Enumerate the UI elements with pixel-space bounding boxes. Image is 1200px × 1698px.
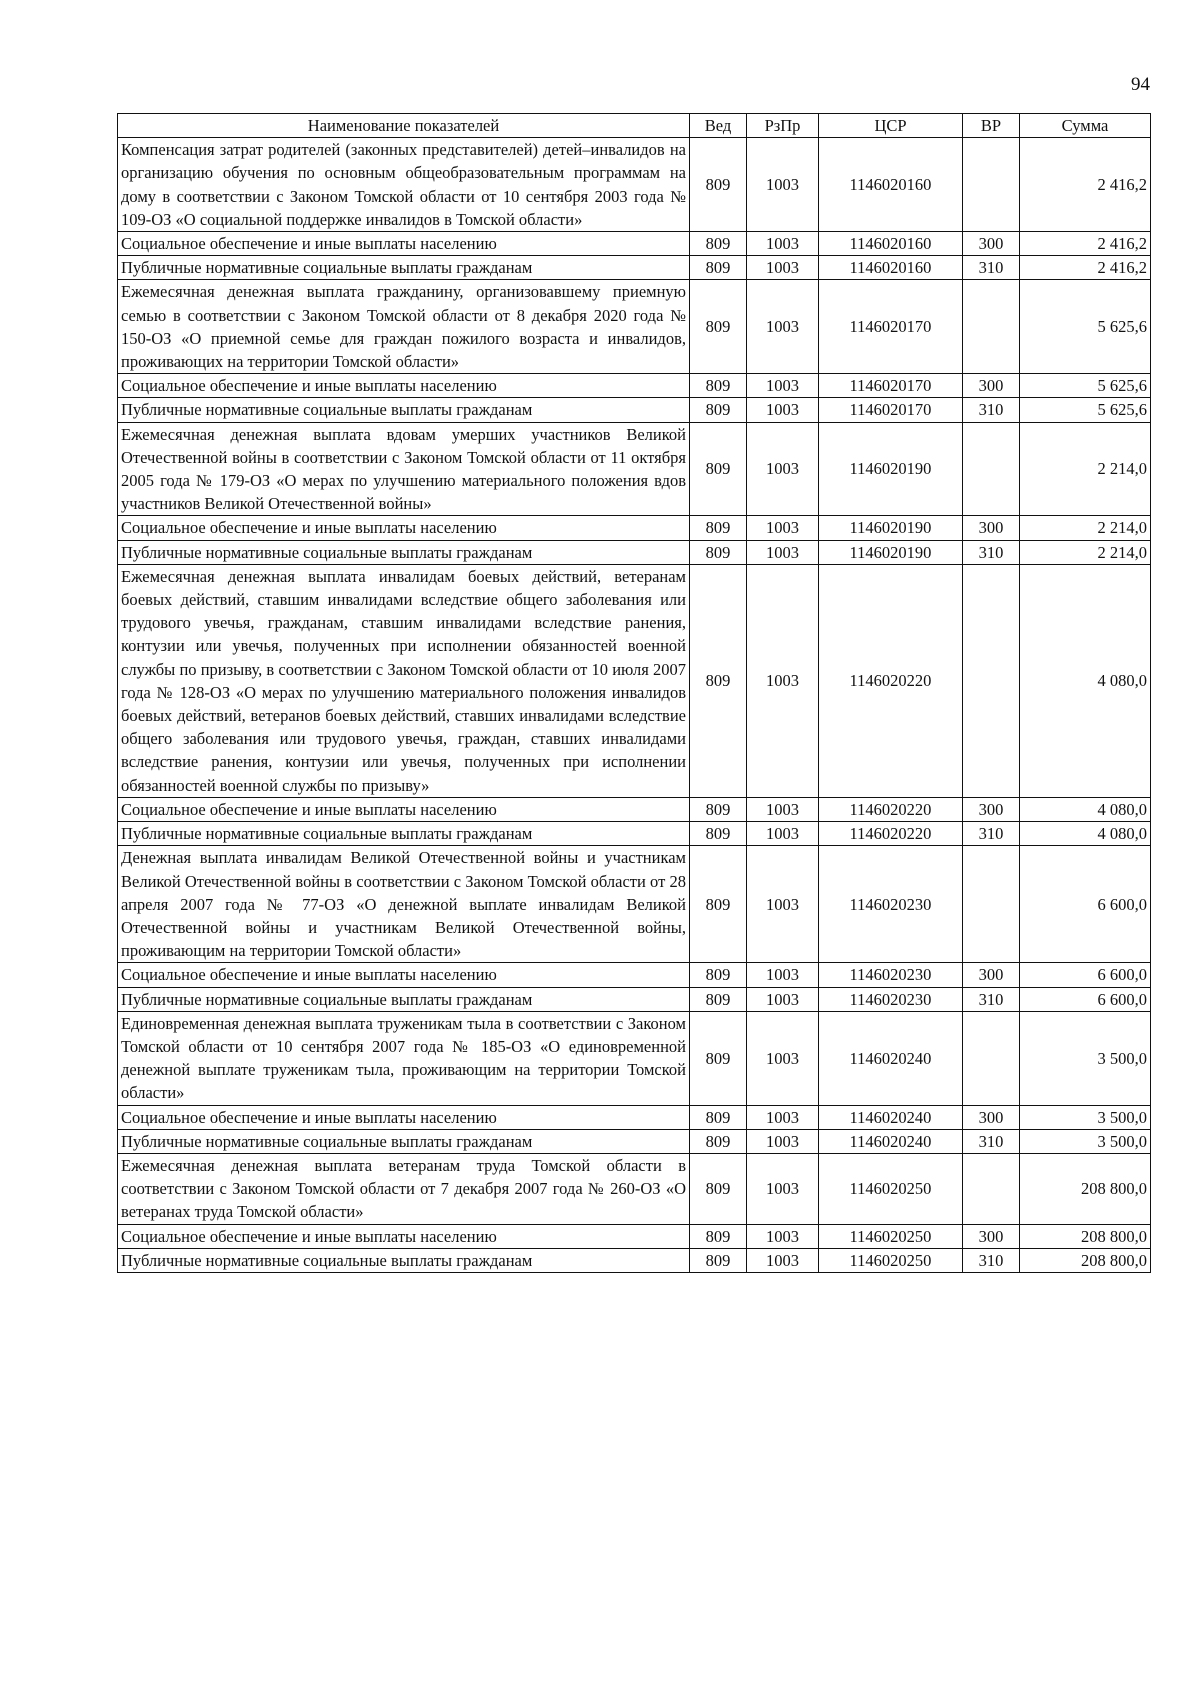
- cell-csr: 1146020220: [819, 822, 963, 846]
- header-csr: ЦСР: [819, 114, 963, 138]
- cell-name: Публичные нормативные социальные выплаты гражданам: [118, 256, 690, 280]
- table-header-row: [118, 114, 1151, 138]
- cell-rzpr: 1003: [747, 232, 819, 256]
- cell-name: Социальное обеспечение и иные выплаты населению: [118, 963, 690, 987]
- table-row: [118, 1248, 1151, 1272]
- cell-sum: 3 500,0: [1020, 1129, 1151, 1153]
- cell-rzpr: 1003: [747, 963, 819, 987]
- header-rzpr: РзПр: [747, 114, 819, 138]
- header-sum: Сумма: [1020, 114, 1151, 138]
- cell-vr: 310: [963, 822, 1020, 846]
- cell-ved: 809: [690, 822, 747, 846]
- cell-ved: 809: [690, 1011, 747, 1105]
- cell-vr: [963, 138, 1020, 232]
- cell-rzpr: 1003: [747, 1153, 819, 1224]
- header-ved: Вед: [690, 114, 747, 138]
- cell-csr: 1146020250: [819, 1224, 963, 1248]
- cell-rzpr: 1003: [747, 398, 819, 422]
- table-row: [118, 232, 1151, 256]
- cell-vr: 310: [963, 256, 1020, 280]
- cell-csr: 1146020160: [819, 256, 963, 280]
- cell-ved: 809: [690, 540, 747, 564]
- table-row: [118, 822, 1151, 846]
- cell-csr: 1146020190: [819, 516, 963, 540]
- cell-vr: [963, 564, 1020, 797]
- cell-ved: 809: [690, 280, 747, 374]
- budget-table: [117, 113, 1151, 1273]
- cell-name: Ежемесячная денежная выплата гражданину, организовавшему приемную семью в соответствии с Законом Томской области от 8 декабря 2020 года № 150-ОЗ «О приемной семье для граждан пожилого возраста и инвалидов, проживающих на территории Томской области»: [118, 280, 690, 374]
- cell-name: Социальное обеспечение и иные выплаты населению: [118, 797, 690, 821]
- cell-sum: 5 625,6: [1020, 398, 1151, 422]
- cell-name: Публичные нормативные социальные выплаты гражданам: [118, 1248, 690, 1272]
- cell-ved: 809: [690, 422, 747, 516]
- cell-csr: 1146020160: [819, 232, 963, 256]
- cell-vr: 310: [963, 987, 1020, 1011]
- cell-csr: 1146020170: [819, 280, 963, 374]
- cell-rzpr: 1003: [747, 1248, 819, 1272]
- cell-name: Ежемесячная денежная выплата вдовам умерших участников Великой Отечественной войны в соответствии с Законом Томской области от 11 октября 2005 года № 179-ОЗ «О мерах по улучшению материального положения вдов участников Великой Отечественной войны»: [118, 422, 690, 516]
- table-row: [118, 564, 1151, 797]
- cell-rzpr: 1003: [747, 374, 819, 398]
- cell-vr: 310: [963, 540, 1020, 564]
- cell-csr: 1146020240: [819, 1011, 963, 1105]
- cell-name: Публичные нормативные социальные выплаты гражданам: [118, 1129, 690, 1153]
- cell-csr: 1146020240: [819, 1105, 963, 1129]
- table-row: [118, 846, 1151, 963]
- cell-rzpr: 1003: [747, 1011, 819, 1105]
- cell-csr: 1146020220: [819, 564, 963, 797]
- cell-csr: 1146020230: [819, 963, 963, 987]
- page-number: 94: [1131, 74, 1150, 95]
- cell-ved: 809: [690, 516, 747, 540]
- cell-sum: 2 214,0: [1020, 540, 1151, 564]
- cell-rzpr: 1003: [747, 280, 819, 374]
- cell-ved: 809: [690, 797, 747, 821]
- cell-vr: [963, 280, 1020, 374]
- cell-vr: 300: [963, 1224, 1020, 1248]
- table-row: [118, 398, 1151, 422]
- cell-vr: 300: [963, 232, 1020, 256]
- cell-csr: 1146020190: [819, 422, 963, 516]
- cell-rzpr: 1003: [747, 987, 819, 1011]
- cell-ved: 809: [690, 1224, 747, 1248]
- cell-ved: 809: [690, 987, 747, 1011]
- cell-rzpr: 1003: [747, 138, 819, 232]
- cell-name: Социальное обеспечение и иные выплаты населению: [118, 516, 690, 540]
- table-row: [118, 138, 1151, 232]
- cell-vr: 310: [963, 398, 1020, 422]
- cell-vr: 300: [963, 797, 1020, 821]
- cell-csr: 1146020170: [819, 374, 963, 398]
- cell-vr: [963, 1153, 1020, 1224]
- cell-name: Ежемесячная денежная выплата инвалидам боевых действий, ветеранам боевых действий, ставшим инвалидами вследствие общего заболевания или трудового увечья, гражданам, ставшим инвалидами вследствие ранения, контузии или увечья, полученных при исполнении обязанностей военной службы по призыву, в соответствии с Законом Томской области от 10 июля 2007 года № 128-ОЗ «О мерах по улучшению материального положения инвалидов боевых действий, ветеранов боевых действий, ставших инвалидами вследствие общего заболевания или трудового увечья, граждан, ставших инвалидами вследствие ранения, контузии или увечья, полученных при исполнении обязанностей военной службы по призыву»: [118, 564, 690, 797]
- table-row: [118, 1224, 1151, 1248]
- cell-csr: 1146020170: [819, 398, 963, 422]
- cell-csr: 1146020250: [819, 1248, 963, 1272]
- cell-name: Социальное обеспечение и иные выплаты населению: [118, 374, 690, 398]
- table-row: [118, 540, 1151, 564]
- cell-csr: 1146020230: [819, 987, 963, 1011]
- cell-csr: 1146020190: [819, 540, 963, 564]
- cell-vr: 310: [963, 1248, 1020, 1272]
- cell-sum: 6 600,0: [1020, 846, 1151, 963]
- table-row: [118, 374, 1151, 398]
- cell-name: Публичные нормативные социальные выплаты гражданам: [118, 822, 690, 846]
- cell-name: Компенсация затрат родителей (законных представителей) детей–инвалидов на организацию обучения по основным общеобразовательным программам на дому в соответствии с Законом Томской области от 10 сентября 2003 года № 109-ОЗ «О социальной поддержке инвалидов в Томской области»: [118, 138, 690, 232]
- cell-ved: 809: [690, 963, 747, 987]
- cell-sum: 4 080,0: [1020, 797, 1151, 821]
- table-row: [118, 422, 1151, 516]
- cell-rzpr: 1003: [747, 1224, 819, 1248]
- cell-ved: 809: [690, 398, 747, 422]
- cell-rzpr: 1003: [747, 797, 819, 821]
- cell-rzpr: 1003: [747, 846, 819, 963]
- cell-rzpr: 1003: [747, 540, 819, 564]
- cell-vr: 300: [963, 374, 1020, 398]
- table-row: [118, 1129, 1151, 1153]
- cell-csr: 1146020240: [819, 1129, 963, 1153]
- cell-name: Публичные нормативные социальные выплаты гражданам: [118, 987, 690, 1011]
- cell-ved: 809: [690, 374, 747, 398]
- table-row: [118, 1153, 1151, 1224]
- cell-name: Денежная выплата инвалидам Великой Отечественной войны и участникам Великой Отечественной войны в соответствии с Законом Томской области от 28 апреля 2007 года № 77-ОЗ «О денежной выплате инвалидам Великой Отечественной войны и участникам Великой Отечественной войны, проживающим на территории Томской области»: [118, 846, 690, 963]
- cell-ved: 809: [690, 846, 747, 963]
- cell-ved: 809: [690, 1129, 747, 1153]
- header-name: Наименование показателей: [118, 114, 690, 138]
- cell-sum: 2 416,2: [1020, 256, 1151, 280]
- table-row: [118, 963, 1151, 987]
- cell-ved: 809: [690, 138, 747, 232]
- cell-rzpr: 1003: [747, 516, 819, 540]
- cell-name: Публичные нормативные социальные выплаты гражданам: [118, 398, 690, 422]
- cell-sum: 4 080,0: [1020, 822, 1151, 846]
- cell-rzpr: 1003: [747, 1105, 819, 1129]
- cell-rzpr: 1003: [747, 1129, 819, 1153]
- cell-sum: 3 500,0: [1020, 1011, 1151, 1105]
- cell-sum: 5 625,6: [1020, 374, 1151, 398]
- table-row: [118, 987, 1151, 1011]
- cell-sum: 5 625,6: [1020, 280, 1151, 374]
- cell-sum: 2 214,0: [1020, 422, 1151, 516]
- cell-ved: 809: [690, 1105, 747, 1129]
- cell-sum: 2 416,2: [1020, 138, 1151, 232]
- cell-sum: 3 500,0: [1020, 1105, 1151, 1129]
- cell-sum: 6 600,0: [1020, 987, 1151, 1011]
- cell-vr: 300: [963, 1105, 1020, 1129]
- cell-vr: [963, 846, 1020, 963]
- cell-vr: 300: [963, 963, 1020, 987]
- table-row: [118, 256, 1151, 280]
- cell-ved: 809: [690, 1153, 747, 1224]
- cell-csr: 1146020250: [819, 1153, 963, 1224]
- cell-sum: 2 416,2: [1020, 232, 1151, 256]
- cell-ved: 809: [690, 232, 747, 256]
- cell-rzpr: 1003: [747, 256, 819, 280]
- cell-vr: [963, 422, 1020, 516]
- cell-name: Ежемесячная денежная выплата ветеранам труда Томской области в соответствии с Законом Томской области от 7 декабря 2007 года № 260-ОЗ «О ветеранах труда Томской области»: [118, 1153, 690, 1224]
- cell-ved: 809: [690, 256, 747, 280]
- cell-name: Социальное обеспечение и иные выплаты населению: [118, 232, 690, 256]
- header-vr: ВР: [963, 114, 1020, 138]
- cell-csr: 1146020230: [819, 846, 963, 963]
- table-row: [118, 1105, 1151, 1129]
- cell-rzpr: 1003: [747, 422, 819, 516]
- cell-csr: 1146020160: [819, 138, 963, 232]
- cell-vr: 300: [963, 516, 1020, 540]
- cell-sum: 2 214,0: [1020, 516, 1151, 540]
- cell-ved: 809: [690, 564, 747, 797]
- cell-name: Единовременная денежная выплата труженикам тыла в соответствии с Законом Томской области от 10 сентября 2007 года № 185-ОЗ «О единовременной денежной выплате труженикам тыла, проживающим на территории Томской области»: [118, 1011, 690, 1105]
- cell-sum: 208 800,0: [1020, 1153, 1151, 1224]
- cell-rzpr: 1003: [747, 822, 819, 846]
- cell-sum: 208 800,0: [1020, 1224, 1151, 1248]
- table-row: [118, 516, 1151, 540]
- cell-name: Социальное обеспечение и иные выплаты населению: [118, 1224, 690, 1248]
- table-row: [118, 797, 1151, 821]
- cell-name: Социальное обеспечение и иные выплаты населению: [118, 1105, 690, 1129]
- cell-vr: 310: [963, 1129, 1020, 1153]
- cell-vr: [963, 1011, 1020, 1105]
- cell-name: Публичные нормативные социальные выплаты гражданам: [118, 540, 690, 564]
- table-row: [118, 1011, 1151, 1105]
- cell-sum: 4 080,0: [1020, 564, 1151, 797]
- cell-sum: 6 600,0: [1020, 963, 1151, 987]
- cell-csr: 1146020220: [819, 797, 963, 821]
- table-row: [118, 280, 1151, 374]
- cell-sum: 208 800,0: [1020, 1248, 1151, 1272]
- cell-rzpr: 1003: [747, 564, 819, 797]
- cell-ved: 809: [690, 1248, 747, 1272]
